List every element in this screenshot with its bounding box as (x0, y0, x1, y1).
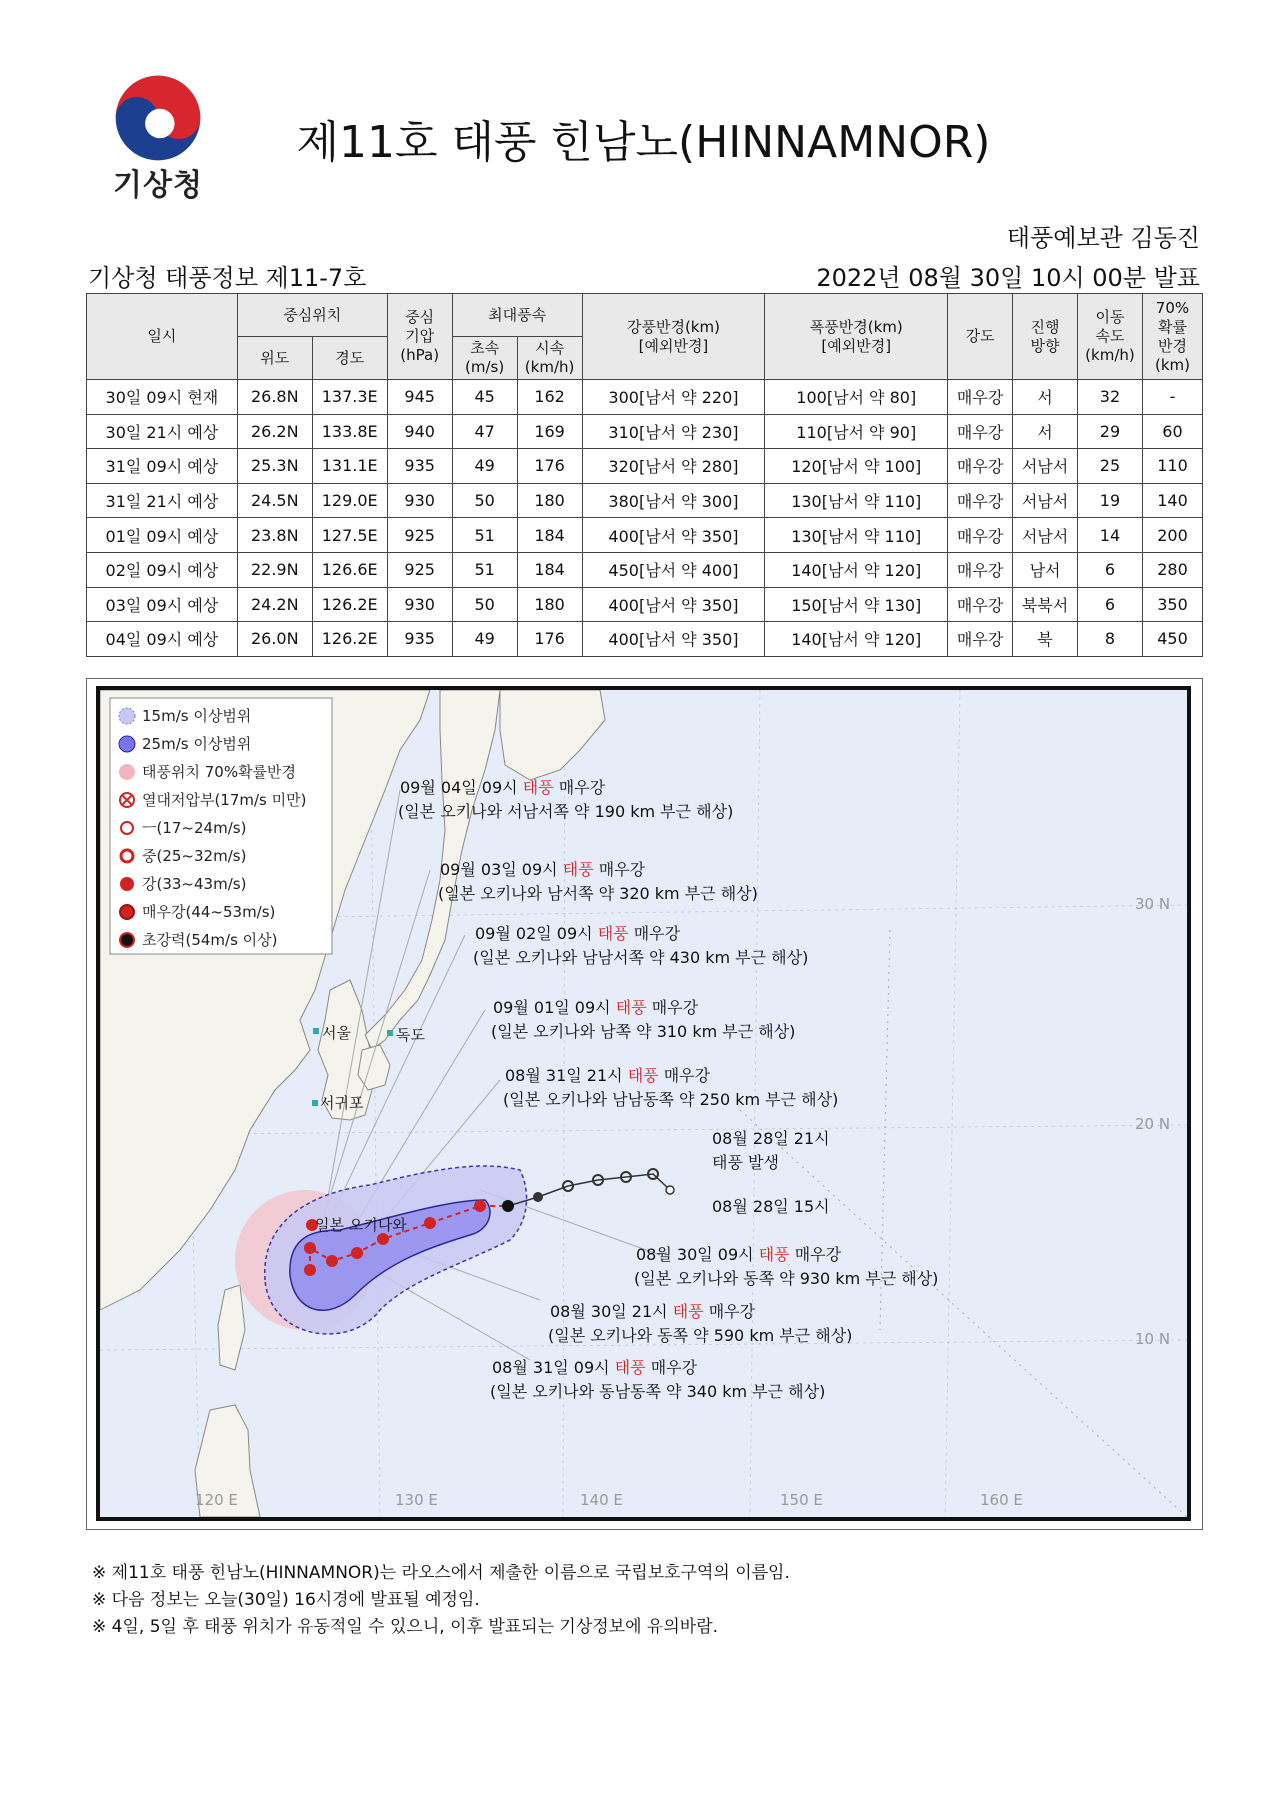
lon-label-120: 120 E (195, 1491, 238, 1509)
table-cell: 180 (517, 483, 582, 518)
header-pressure: 중심 기압 (hPa) (387, 294, 452, 380)
footnotes (92, 1560, 790, 1641)
ann-0830-21-desc: (일본 오키나와 동쪽 약 590 km 부근 해상) (548, 1326, 853, 1345)
table-cell: 940 (387, 414, 452, 449)
typhoon-marker (377, 1233, 389, 1245)
dokdo-marker (387, 1030, 393, 1036)
table-cell: 51 (452, 552, 517, 587)
table-cell: 120[남서 약 100] (765, 449, 948, 484)
table-cell: 45 (452, 380, 517, 415)
table-cell: 200 (1142, 518, 1202, 553)
header-time: 일시 (87, 294, 238, 380)
table-cell: 31일 09시 예상 (87, 449, 238, 484)
table-cell: 400[남서 약 350] (582, 587, 765, 622)
table-cell: 930 (387, 483, 452, 518)
forecaster-name: 태풍예보관 김동진 (1006, 224, 1200, 252)
legend-prob-swatch (119, 764, 135, 780)
header-ms: 초속 (m/s) (452, 337, 517, 380)
ann-0902-desc: (일본 오키나와 남남서쪽 약 430 km 부근 해상) (473, 948, 809, 967)
legend-strong: 강(33~43m/s) (142, 875, 247, 893)
legend-verystrong: 매우강(44~53m/s) (142, 903, 276, 921)
lon-label-160: 160 E (980, 1491, 1023, 1509)
typhoon-marker (326, 1255, 338, 1267)
table-cell: 02일 09시 예상 (87, 552, 238, 587)
table-cell: 49 (452, 449, 517, 484)
table-cell: 8 (1077, 622, 1142, 657)
genesis-time: 08월 28일 21시 (712, 1129, 830, 1148)
table-cell: 01일 09시 예상 (87, 518, 238, 553)
ann-0903-desc: (일본 오키나와 남서쪽 약 320 km 부근 해상) (438, 884, 758, 903)
header-storm-radius: 폭풍반경(km) [예외반경] (765, 294, 948, 380)
legend-super-icon (120, 933, 134, 947)
legend-weak: ㅡ(17~24m/s) (142, 819, 247, 837)
table-row (87, 622, 1203, 657)
table-body (87, 380, 1203, 657)
table-cell: 23.8N (237, 518, 312, 553)
header-direction: 진행 방향 (1013, 294, 1078, 380)
typhoon-marker (424, 1217, 436, 1229)
table-cell: 50 (452, 483, 517, 518)
table-cell: 140[남서 약 120] (765, 622, 948, 657)
table-cell: 서남서 (1013, 518, 1078, 553)
table-cell: 140 (1142, 483, 1202, 518)
issue-time: 2022년 08월 30일 10시 00분 발표 (816, 264, 1200, 292)
table-cell: 126.2E (312, 622, 387, 657)
table-row (87, 380, 1203, 415)
table-cell: 162 (517, 380, 582, 415)
lat-label-30: 30 N (1135, 895, 1171, 913)
typhoon-marker (304, 1242, 316, 1254)
table-cell: 매우강 (948, 622, 1013, 657)
ann-0904-title: 09월 04일 09시 태풍 매우강 (400, 778, 606, 797)
bulletin-number: 기상청 태풍정보 제11-7호 (88, 264, 367, 292)
table-cell: 29 (1077, 414, 1142, 449)
label-seoul: 서울 (322, 1024, 351, 1042)
header-speed: 이동 속도 (km/h) (1077, 294, 1142, 380)
table-cell: 매우강 (948, 518, 1013, 553)
table-cell: 400[남서 약 350] (582, 518, 765, 553)
table-cell: 31일 21시 예상 (87, 483, 238, 518)
table-cell: 30일 21시 예상 (87, 414, 238, 449)
ann-0830-09-title: 08월 30일 09시 태풍 매우강 (636, 1245, 842, 1264)
table-cell: 930 (387, 587, 452, 622)
legend-strong-icon (120, 877, 134, 891)
table-cell: 매우강 (948, 483, 1013, 518)
table-cell: 49 (452, 622, 517, 657)
start-label: 08월 28일 15시 (712, 1197, 830, 1216)
table-cell: 100[남서 약 80] (765, 380, 948, 415)
header-intensity: 강도 (948, 294, 1013, 380)
table-cell: 25 (1077, 449, 1142, 484)
ann-0903-title: 09월 03일 09시 태풍 매우강 (440, 860, 646, 879)
table-cell: 14 (1077, 518, 1142, 553)
table-cell: 130[남서 약 110] (765, 518, 948, 553)
genesis-label: 태풍 발생 (712, 1153, 779, 1172)
typhoon-marker (502, 1200, 514, 1212)
table-cell: 03일 09시 예상 (87, 587, 238, 622)
table-cell: - (1142, 380, 1202, 415)
table-cell: 47 (452, 414, 517, 449)
table-cell: 매우강 (948, 380, 1013, 415)
table-cell: 130[남서 약 110] (765, 483, 948, 518)
ann-0831-21-title: 08월 31일 21시 태풍 매우강 (505, 1066, 711, 1085)
lon-label-150: 150 E (780, 1491, 823, 1509)
table-cell: 935 (387, 622, 452, 657)
table-cell: 925 (387, 552, 452, 587)
table-cell: 180 (517, 587, 582, 622)
table-cell: 133.8E (312, 414, 387, 449)
table-cell: 남서 (1013, 552, 1078, 587)
header-center: 중심위치 (237, 294, 387, 337)
map-legend (110, 698, 332, 954)
table-cell: 51 (452, 518, 517, 553)
ann-0901-title: 09월 01일 09시 태풍 매우강 (493, 998, 699, 1017)
table-cell: 22.9N (237, 552, 312, 587)
table-cell: 110 (1142, 449, 1202, 484)
lat-label-10: 10 N (1135, 1330, 1171, 1348)
table-cell: 450 (1142, 622, 1202, 657)
label-seogwipo: 서귀포 (320, 1094, 364, 1112)
table-cell: 184 (517, 552, 582, 587)
typhoon-marker (351, 1247, 363, 1259)
table-cell: 350 (1142, 587, 1202, 622)
table-cell: 25.3N (237, 449, 312, 484)
legend-verystrong-icon (120, 905, 134, 919)
ann-0830-09-desc: (일본 오키나와 동쪽 약 930 km 부근 해상) (634, 1269, 939, 1288)
table-row (87, 587, 1203, 622)
track-map-svg (100, 690, 1187, 1517)
typhoon-marker (533, 1192, 543, 1202)
legend-gale: 15m/s 이상범위 (142, 707, 252, 725)
table-cell: 126.6E (312, 552, 387, 587)
ann-0831-09-title: 08월 31일 09시 태풍 매우강 (492, 1358, 698, 1377)
typhoon-info-table (86, 293, 1203, 657)
table-cell: 24.5N (237, 483, 312, 518)
table-cell: 서남서 (1013, 483, 1078, 518)
table-row (87, 414, 1203, 449)
table-cell: 310[남서 약 230] (582, 414, 765, 449)
table-cell: 380[남서 약 300] (582, 483, 765, 518)
table-cell: 북 (1013, 622, 1078, 657)
legend-super: 초강력(54m/s 이상) (142, 931, 278, 949)
table-cell: 매우강 (948, 449, 1013, 484)
table-cell: 127.5E (312, 518, 387, 553)
table-cell: 26.2N (237, 414, 312, 449)
depression-marker (666, 1186, 674, 1194)
table-cell: 26.8N (237, 380, 312, 415)
table-cell: 26.0N (237, 622, 312, 657)
table-cell: 280 (1142, 552, 1202, 587)
table-cell: 320[남서 약 280] (582, 449, 765, 484)
table-cell: 935 (387, 449, 452, 484)
org-name: 기상청 (113, 168, 203, 203)
ann-0830-21-title: 08월 30일 21시 태풍 매우강 (550, 1302, 756, 1321)
table-cell: 400[남서 약 350] (582, 622, 765, 657)
header-kmh: 시속 (km/h) (517, 337, 582, 380)
typhoon-marker (474, 1200, 486, 1212)
seogwipo-marker (312, 1100, 318, 1106)
table-cell: 176 (517, 449, 582, 484)
label-dokdo: 독도 (396, 1026, 425, 1044)
ann-0904-desc: (일본 오키나와 서남서쪽 약 190 km 부근 해상) (398, 802, 734, 821)
header-lat: 위도 (237, 337, 312, 380)
track-map-frame (86, 678, 1203, 1530)
table-cell: 50 (452, 587, 517, 622)
table-cell: 6 (1077, 552, 1142, 587)
table-cell: 매우강 (948, 587, 1013, 622)
table-cell: 서남서 (1013, 449, 1078, 484)
ann-0831-09-desc: (일본 오키나와 동남동쪽 약 340 km 부근 해상) (490, 1382, 826, 1401)
table-cell: 129.0E (312, 483, 387, 518)
lon-label-140: 140 E (580, 1491, 623, 1509)
table-cell: 450[남서 약 400] (582, 552, 765, 587)
table-cell: 176 (517, 622, 582, 657)
table-cell: 131.1E (312, 449, 387, 484)
label-okinawa: 일본 오키나와 (315, 1216, 407, 1234)
table-cell: 945 (387, 380, 452, 415)
table-cell: 6 (1077, 587, 1142, 622)
legend-medium: 중(25~32m/s) (142, 847, 247, 865)
table-row (87, 449, 1203, 484)
table-cell: 126.2E (312, 587, 387, 622)
ann-0831-21-desc: (일본 오키나와 남남동쪽 약 250 km 부근 해상) (503, 1090, 839, 1109)
table-cell: 24.2N (237, 587, 312, 622)
table-cell: 60 (1142, 414, 1202, 449)
legend-td: 열대저압부(17m/s 미만) (142, 791, 307, 809)
header-maxwind: 최대풍속 (452, 294, 582, 337)
typhoon-marker (304, 1264, 316, 1276)
note-2: ※ 다음 정보는 오늘(30일) 16시경에 발표될 예정임. (92, 1590, 480, 1610)
track-map (96, 686, 1191, 1521)
legend-storm: 25m/s 이상범위 (142, 735, 252, 753)
table-row (87, 483, 1203, 518)
table-cell: 140[남서 약 120] (765, 552, 948, 587)
table-cell: 925 (387, 518, 452, 553)
table-cell: 04일 09시 예상 (87, 622, 238, 657)
table-cell: 169 (517, 414, 582, 449)
table-cell: 32 (1077, 380, 1142, 415)
header-lon: 경도 (312, 337, 387, 380)
lat-label-20: 20 N (1135, 1115, 1171, 1133)
legend-prob: 태풍위치 70%확률반경 (142, 763, 297, 781)
table-cell: 서 (1013, 380, 1078, 415)
legend-gale-swatch (119, 708, 135, 724)
note-1: ※ 제11호 태풍 힌남노(HINNAMNOR)는 라오스에서 제출한 이름으로 국립보호구역의 이름임. (92, 1563, 790, 1583)
lon-label-130: 130 E (395, 1491, 438, 1509)
table-cell: 30일 09시 현재 (87, 380, 238, 415)
table-row (87, 552, 1203, 587)
page-title: 제11호 태풍 힌남노(HINNAMNOR) (296, 117, 991, 168)
table-cell: 137.3E (312, 380, 387, 415)
seoul-marker (313, 1028, 319, 1034)
header-strong-radius: 강풍반경(km) [예외반경] (582, 294, 765, 380)
ann-0902-title: 09월 02일 09시 태풍 매우강 (475, 924, 681, 943)
table-cell: 매우강 (948, 414, 1013, 449)
table-cell: 19 (1077, 483, 1142, 518)
ann-0901-desc: (일본 오키나와 남쪽 약 310 km 부근 해상) (491, 1022, 796, 1041)
table-cell: 매우강 (948, 552, 1013, 587)
table-cell: 300[남서 약 220] (582, 380, 765, 415)
table-row (87, 518, 1203, 553)
legend-storm-swatch (119, 736, 135, 752)
table-cell: 서 (1013, 414, 1078, 449)
table-cell: 110[남서 약 90] (765, 414, 948, 449)
note-3: ※ 4일, 5일 후 태풍 위치가 유동적일 수 있으니, 이후 발표되는 기상정보에 유의바람. (92, 1617, 719, 1637)
table-cell: 150[남서 약 130] (765, 587, 948, 622)
header-prob: 70% 확률 반경 (km) (1142, 294, 1202, 380)
table-cell: 184 (517, 518, 582, 553)
table-cell: 북북서 (1013, 587, 1078, 622)
